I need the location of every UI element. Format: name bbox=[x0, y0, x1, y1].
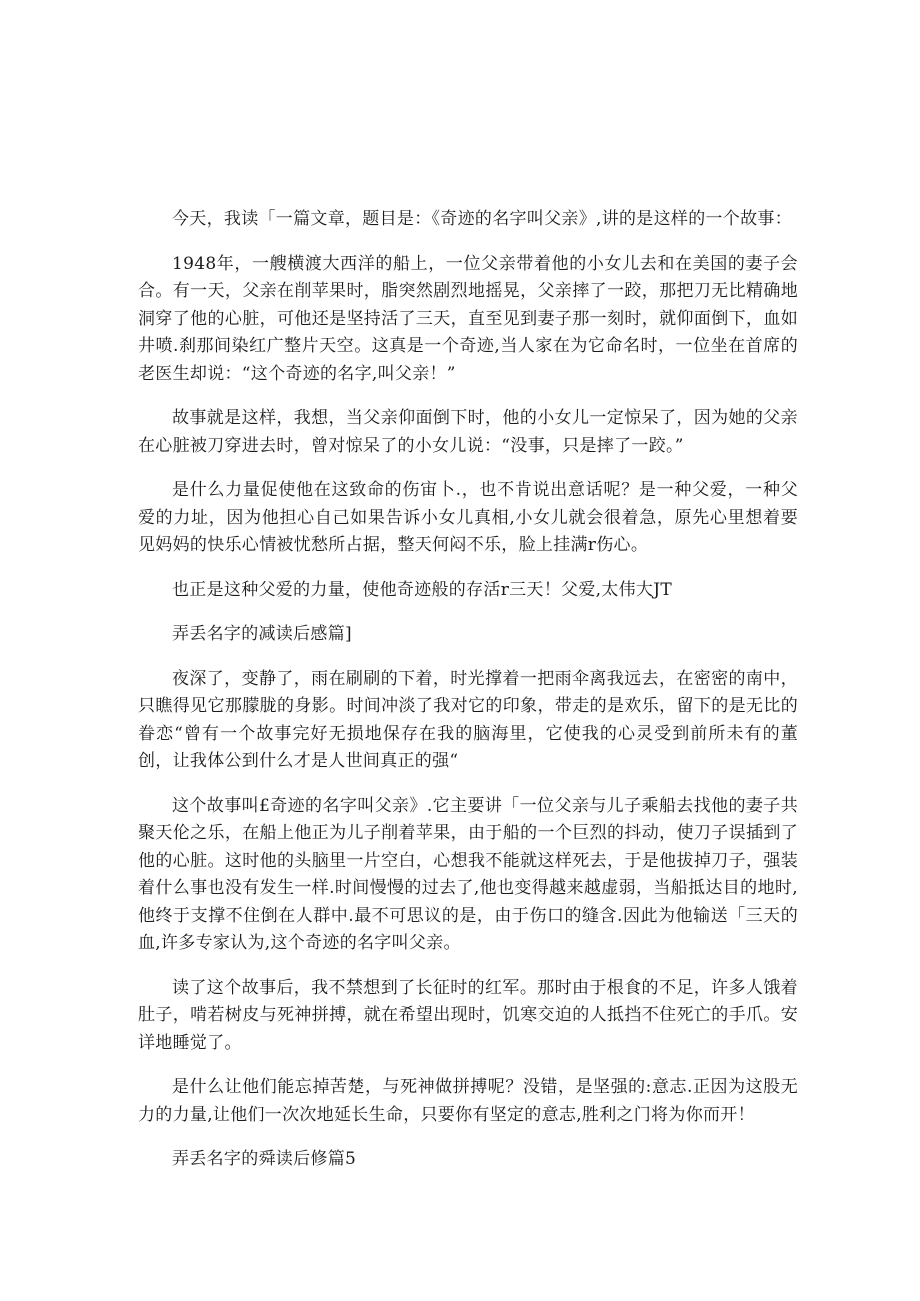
paragraph-red-army: 读了这个故事后，我不禁想到了长征时的红军。那时由于根食的不足，许多人饿着肚子，啃若树皮与死神拼搏，就在希望出现时，饥寒交迫的人抵挡不住死亡的手爪。安详地睡觉了。 bbox=[138, 977, 798, 1053]
paragraph-willpower: 是什么让他们能忘掉苦楚，与死神做拼搏呢？没错，是坚强的:意志.正因为这股无力的力量,让他们一次次地延长生命，只要你有坚定的意志,胜利之门将为你而开！ bbox=[138, 1077, 798, 1125]
paragraph-intro: 今天，我读「一篇文章，题目是：《奇迹的名字叫父亲》,讲的是这样的一个故事： bbox=[172, 209, 793, 229]
section-heading-2: 弄丢名字的舜读后修篇5 bbox=[172, 1149, 357, 1169]
paragraph-story-2: 这个故事叫£奇迹的名字叫父亲》.它主要讲「一位父亲与儿子乘船去找他的妻子共聚天伦之乐，在船上他正为儿子削着苹果，由于船的一个巨烈的抖动，使刀子误插到了他的心脏。这时他的头脑里一片空白，心想我不能就这样死去，于是他拔掉刀子，强装着什么事也没有发生一样.时间慢慢的过去了,他也变得越来越虚弱，当船抵达目的地时,他终于支撑不住倒在人群中.最不可思议的是，由于伤口的缝含.因此为他输送「三天的血,许多专家认为,这个奇迹的名字叫父亲。 bbox=[138, 795, 798, 953]
paragraph-question: 是什么力量促使他在这致命的伤宙卜.，也不肯说出意话呢？是一种父爱，一种父爱的力址，因为他担心自己如果告诉小女儿真相,小女儿就会很着急，原先心里想着要见妈妈的快乐心情被忧愁所占据，整天何闷不乐，脸上挂满r伤心。 bbox=[138, 480, 798, 555]
paragraph-night: 夜深了，变静了，雨在刷刷的下着，时光撑着一把雨伞离我远去，在密密的南中，只瞧得见它那朦胧的身影。时间冲淡了我对它的印象，带走的是欢乐，留下的是无比的眷恋“曾有一个故事完好无损地保存在我的脑海里，它使我的心灵受到前所未有的董创，让我体公到什么才是人世间真正的强“ bbox=[138, 668, 798, 771]
section-heading-1: 弄丢名字的减读后感篇] bbox=[172, 624, 352, 644]
paragraph-conclusion: 也正是这种父爱的力量，使他奇迹般的存活r三天！父爱,太伟大JT bbox=[172, 579, 672, 600]
paragraph-story: 1948年，一艘横渡大西洋的船上，一位父亲带着他的小女儿去和在美国的妻子会合。有一天，父亲在削苹果时，脂突然剧烈地摇晃，父亲摔了一跤，那把刀无比精确地洞穿了他的心脏，可他还是坚持活了三天，直至见到妻子那一刻时，就仰面倒下，血如井喷.刹那间染红广整片天空。这真是一个奇迹,当人家在为它命名时，一位坐在首席的老医生却说：“这个奇迹的名字,叫父亲！” bbox=[138, 253, 798, 384]
paragraph-reflection: 故事就是这样，我想，当父亲仰面倒下时，他的小女儿一定惊呆了，因为她的父亲在心脏被刀穿进去时，曾对惊呆了的小女儿说：“没事，只是摔了一跤。” bbox=[138, 408, 798, 456]
article-body bbox=[138, 206, 798, 1191]
